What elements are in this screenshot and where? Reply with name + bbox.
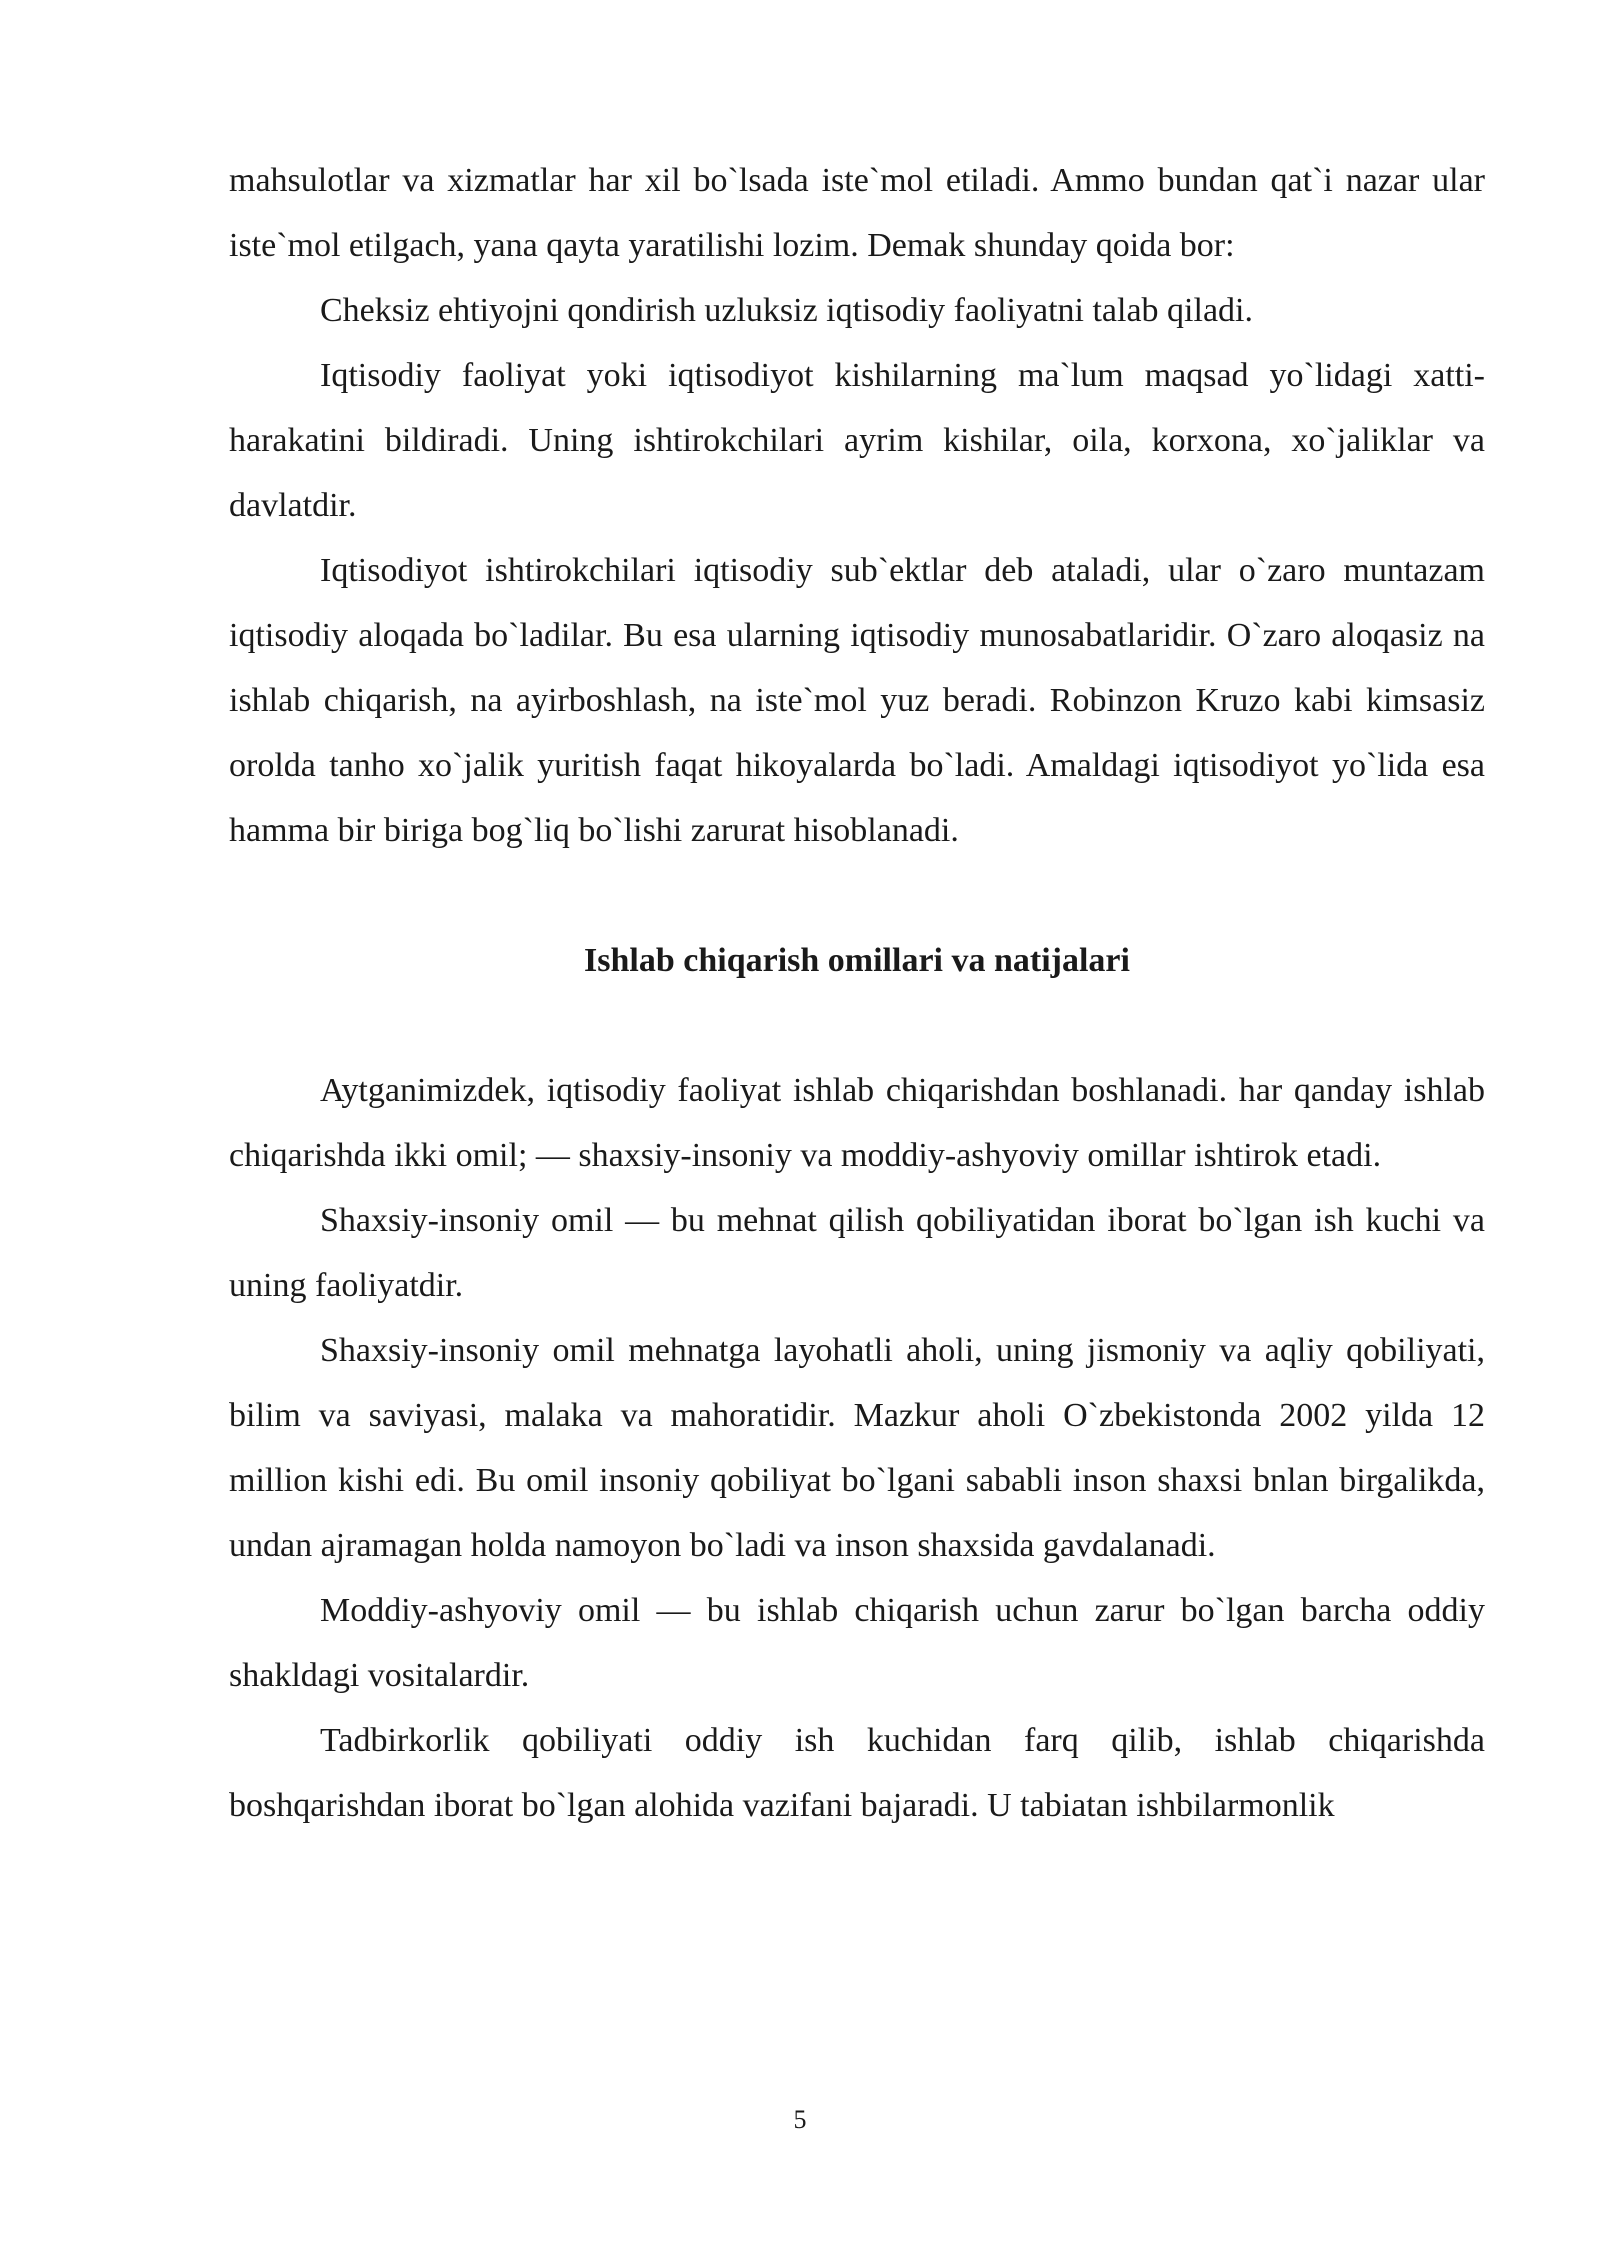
page-number: 5 — [793, 2105, 807, 2134]
page-body — [229, 148, 1485, 1838]
paragraph-rule: Cheksiz ehtiyojni qondirish uzluksiz iqtisodiy faoliyatni talab qiladi. — [320, 292, 1253, 329]
paragraph-economic-activity: Iqtisodiy faoliyat yoki iqtisodiyot kishilarning ma`lum maqsad yo`lidagi xatti-harakatini bildiradi. Uning ishtirokchilari ayrim kishilar, oila, korxona, xo`jaliklar va davlatdir. — [229, 357, 1485, 524]
paragraph-human-factor-details: Shaxsiy-insoniy omil mehnatga layohatli aholi, uning jismoniy va aqliy qobiliyati, bilim va saviyasi, malaka va mahoratidir. Mazkur aholi O`zbekistonda 2002 yilda 12 million kishi edi. Bu omil insoniy qobiliyat bo`lgani sababli inson shaxsi bnlan birgalikda, undan ajramagan holda namoyon bo`ladi va inson shaxsida gavdalanadi. — [229, 1332, 1485, 1564]
paragraph-production-factors: Aytganimizdek, iqtisodiy faoliyat ishlab chiqarishdan boshlanadi. har qanday ishlab chiqarishda ikki omil; — shaxsiy-insoniy va moddiy-ashyoviy omillar ishtirok etadi. — [229, 1072, 1485, 1174]
paragraph-human-factor-definition: Shaxsiy-insoniy omil — bu mehnat qilish qobiliyatidan iborat bo`lgan ish kuchi va uning faoliyatdir. — [229, 1202, 1485, 1304]
paragraph-continuation: mahsulotlar va xizmatlar har xil bo`lsada iste`mol etiladi. Ammo bundan qat`i nazar ular iste`mol etilgach, yana qayta yaratilishi lozim. Demak shunday qoida bor: — [229, 162, 1485, 264]
paragraph-material-factor: Moddiy-ashyoviy omil — bu ishlab chiqarish uchun zarur bo`lgan barcha oddiy shakldagi vositalardir. — [229, 1592, 1485, 1694]
paragraph-entrepreneurship: Tadbirkorlik qobiliyati oddiy ish kuchidan farq qilib, ishlab chiqarishda boshqarishdan iborat bo`lgan alohida vazifani bajaradi. U tabiatan ishbilarmonlik — [229, 1722, 1485, 1824]
paragraph-economic-subjects: Iqtisodiyot ishtirokchilari iqtisodiy sub`ektlar deb ataladi, ular o`zaro muntazam iqtisodiy aloqada bo`ladilar. Bu esa ularning iqtisodiy munosabatlaridir. O`zaro aloqasiz na ishlab chiqarish, na ayirboshlash, na iste`mol yuz beradi. Robinzon Kruzo kabi kimsasiz orolda tanho xo`jalik yuritish faqat hikoyalarda bo`ladi. Amaldagi iqtisodiyot yo`lida esa hamma bir biriga bog`liq bo`lishi zarurat hisoblanadi. — [229, 552, 1485, 849]
section-heading: Ishlab chiqarish omillari va natijalari — [584, 942, 1130, 979]
